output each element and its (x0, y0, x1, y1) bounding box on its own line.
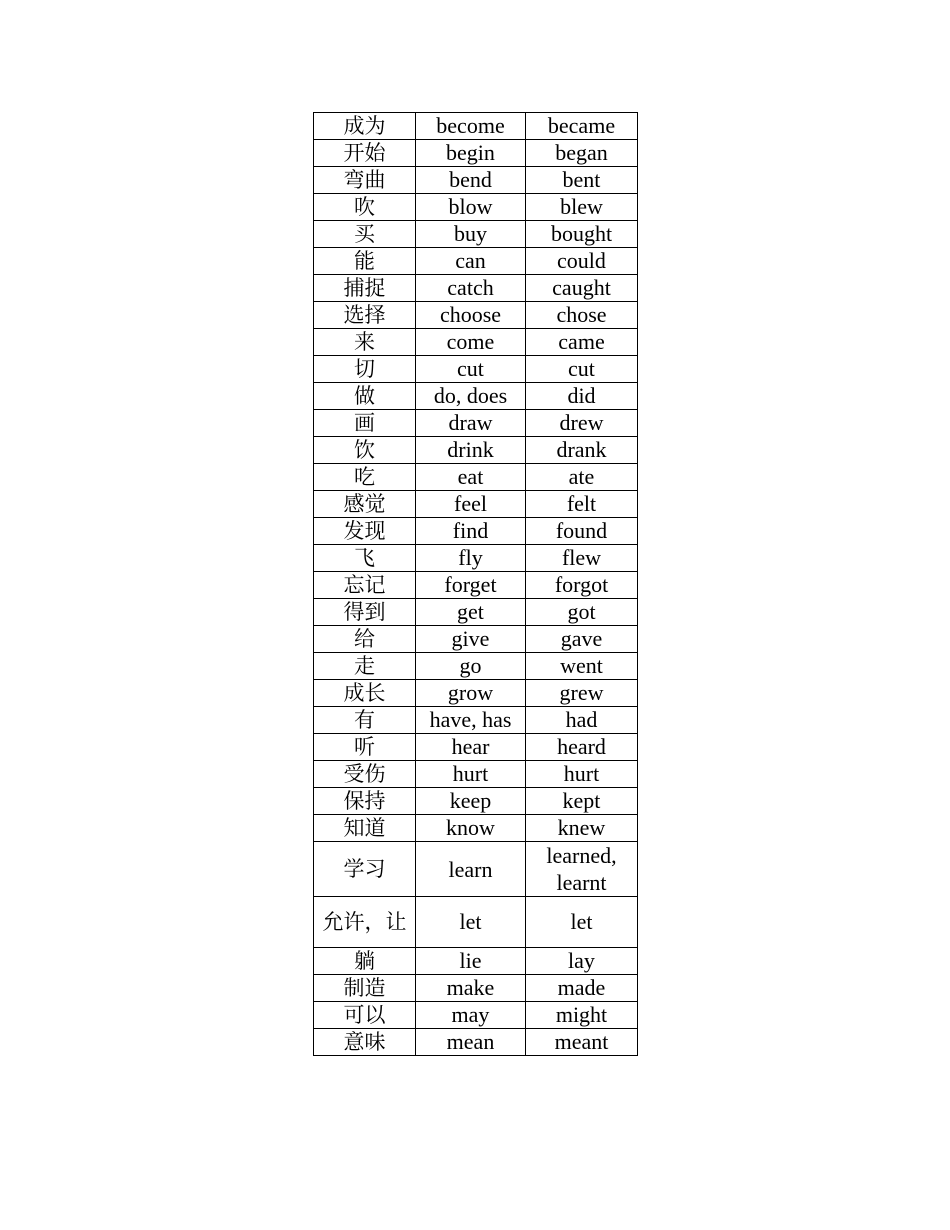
table-row (314, 572, 638, 599)
chinese-meaning-cell: 可以 (314, 1002, 416, 1029)
past-tense-cell: had (526, 707, 638, 734)
chinese-meaning-cell: 饮 (314, 437, 416, 464)
chinese-meaning-cell: 开始 (314, 140, 416, 167)
chinese-meaning-cell: 飞 (314, 545, 416, 572)
past-tense-cell: could (526, 248, 638, 275)
table-row (314, 842, 638, 897)
chinese-meaning-cell: 躺 (314, 948, 416, 975)
table-row (314, 248, 638, 275)
chinese-meaning-cell: 来 (314, 329, 416, 356)
base-form-cell: let (416, 897, 526, 948)
past-tense-cell: forgot (526, 572, 638, 599)
base-form-cell: may (416, 1002, 526, 1029)
chinese-meaning-cell: 切 (314, 356, 416, 383)
chinese-meaning-cell: 买 (314, 221, 416, 248)
past-tense-cell: became (526, 113, 638, 140)
past-tense-cell: bought (526, 221, 638, 248)
table-row (314, 383, 638, 410)
chinese-meaning-cell: 知道 (314, 815, 416, 842)
chinese-meaning-cell: 吃 (314, 464, 416, 491)
chinese-meaning-cell: 学习 (314, 842, 416, 897)
past-tense-cell: flew (526, 545, 638, 572)
chinese-meaning-cell: 成长 (314, 680, 416, 707)
table-row (314, 626, 638, 653)
table-row (314, 897, 638, 948)
table-row (314, 275, 638, 302)
past-tense-cell: blew (526, 194, 638, 221)
table-row (314, 140, 638, 167)
past-tense-cell: bent (526, 167, 638, 194)
base-form-cell: mean (416, 1029, 526, 1056)
past-tense-cell: learned, learnt (526, 842, 638, 897)
table-row (314, 113, 638, 140)
chinese-meaning-cell: 允许，让 (314, 897, 416, 948)
table-row (314, 761, 638, 788)
past-tense-cell: went (526, 653, 638, 680)
base-form-cell: go (416, 653, 526, 680)
past-tense-cell: gave (526, 626, 638, 653)
chinese-meaning-cell: 保持 (314, 788, 416, 815)
base-form-cell: can (416, 248, 526, 275)
table-row (314, 653, 638, 680)
base-form-cell: lie (416, 948, 526, 975)
base-form-cell: have, has (416, 707, 526, 734)
table-row (314, 707, 638, 734)
table-row (314, 410, 638, 437)
past-tense-cell: began (526, 140, 638, 167)
base-form-cell: learn (416, 842, 526, 897)
base-form-cell: find (416, 518, 526, 545)
base-form-cell: catch (416, 275, 526, 302)
table-row (314, 167, 638, 194)
chinese-meaning-cell: 听 (314, 734, 416, 761)
base-form-cell: choose (416, 302, 526, 329)
past-tense-cell: let (526, 897, 638, 948)
chinese-meaning-cell: 捕捉 (314, 275, 416, 302)
chinese-meaning-cell: 有 (314, 707, 416, 734)
past-tense-cell: knew (526, 815, 638, 842)
base-form-cell: get (416, 599, 526, 626)
past-tense-cell: drew (526, 410, 638, 437)
past-tense-cell: chose (526, 302, 638, 329)
base-form-cell: grow (416, 680, 526, 707)
base-form-cell: come (416, 329, 526, 356)
past-tense-cell: ate (526, 464, 638, 491)
chinese-meaning-cell: 得到 (314, 599, 416, 626)
chinese-meaning-cell: 发现 (314, 518, 416, 545)
past-tense-cell: heard (526, 734, 638, 761)
table-row (314, 788, 638, 815)
table-row (314, 221, 638, 248)
past-tense-cell: found (526, 518, 638, 545)
verb-table (313, 112, 638, 1056)
chinese-meaning-cell: 弯曲 (314, 167, 416, 194)
table-row (314, 329, 638, 356)
chinese-meaning-cell: 意味 (314, 1029, 416, 1056)
base-form-cell: hurt (416, 761, 526, 788)
base-form-cell: forget (416, 572, 526, 599)
past-tense-cell: hurt (526, 761, 638, 788)
base-form-cell: draw (416, 410, 526, 437)
table-row (314, 437, 638, 464)
base-form-cell: buy (416, 221, 526, 248)
chinese-meaning-cell: 成为 (314, 113, 416, 140)
past-tense-cell: grew (526, 680, 638, 707)
chinese-meaning-cell: 能 (314, 248, 416, 275)
past-tense-cell: did (526, 383, 638, 410)
base-form-cell: hear (416, 734, 526, 761)
base-form-cell: blow (416, 194, 526, 221)
table-row (314, 1029, 638, 1056)
base-form-cell: cut (416, 356, 526, 383)
chinese-meaning-cell: 画 (314, 410, 416, 437)
past-tense-cell: got (526, 599, 638, 626)
chinese-meaning-cell: 感觉 (314, 491, 416, 518)
table-row (314, 815, 638, 842)
verb-table-body (314, 113, 638, 1056)
table-row (314, 680, 638, 707)
past-tense-cell: kept (526, 788, 638, 815)
table-row (314, 599, 638, 626)
base-form-cell: begin (416, 140, 526, 167)
table-row (314, 545, 638, 572)
base-form-cell: bend (416, 167, 526, 194)
base-form-cell: drink (416, 437, 526, 464)
table-row (314, 491, 638, 518)
base-form-cell: do, does (416, 383, 526, 410)
past-tense-cell: came (526, 329, 638, 356)
past-tense-cell: might (526, 1002, 638, 1029)
table-row (314, 948, 638, 975)
chinese-meaning-cell: 给 (314, 626, 416, 653)
chinese-meaning-cell: 选择 (314, 302, 416, 329)
table-row (314, 194, 638, 221)
base-form-cell: make (416, 975, 526, 1002)
table-row (314, 1002, 638, 1029)
chinese-meaning-cell: 走 (314, 653, 416, 680)
base-form-cell: know (416, 815, 526, 842)
chinese-meaning-cell: 忘记 (314, 572, 416, 599)
base-form-cell: give (416, 626, 526, 653)
base-form-cell: eat (416, 464, 526, 491)
past-tense-cell: meant (526, 1029, 638, 1056)
past-tense-cell: caught (526, 275, 638, 302)
base-form-cell: fly (416, 545, 526, 572)
chinese-meaning-cell: 受伤 (314, 761, 416, 788)
table-row (314, 464, 638, 491)
base-form-cell: become (416, 113, 526, 140)
table-row (314, 356, 638, 383)
chinese-meaning-cell: 做 (314, 383, 416, 410)
past-tense-cell: made (526, 975, 638, 1002)
past-tense-cell: cut (526, 356, 638, 383)
table-row (314, 302, 638, 329)
base-form-cell: keep (416, 788, 526, 815)
base-form-cell: feel (416, 491, 526, 518)
past-tense-cell: felt (526, 491, 638, 518)
chinese-meaning-cell: 制造 (314, 975, 416, 1002)
past-tense-cell: lay (526, 948, 638, 975)
table-row (314, 975, 638, 1002)
chinese-meaning-cell: 吹 (314, 194, 416, 221)
table-row (314, 734, 638, 761)
table-row (314, 518, 638, 545)
past-tense-cell: drank (526, 437, 638, 464)
